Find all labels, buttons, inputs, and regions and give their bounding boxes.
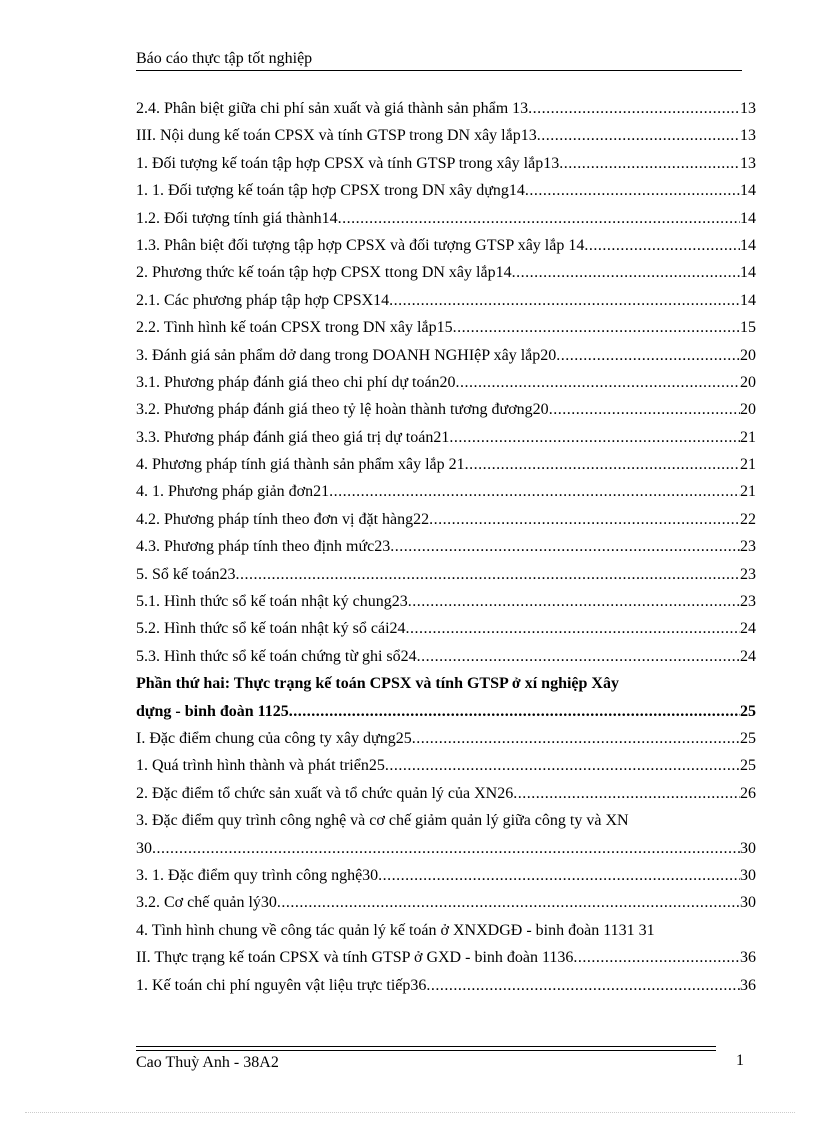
toc-entry-text: 4.3. Phương pháp tính theo định mức23 [136, 538, 391, 556]
toc-leader [152, 835, 740, 862]
toc-entry [136, 889, 756, 916]
toc-leader [512, 259, 740, 286]
toc-entry-text: I. Đặc điểm chung của công ty xây dựng25 [136, 729, 412, 747]
toc-entry-page: 14 [740, 182, 756, 200]
toc-leader [329, 478, 740, 505]
toc-entry [136, 342, 756, 369]
report-title: Báo cáo thực tập tốt nghiệp [136, 50, 313, 67]
toc-entry [136, 533, 756, 560]
toc-entry-page: 13 [740, 127, 756, 145]
header-divider [136, 70, 742, 71]
toc-entry-page: 36 [740, 976, 756, 994]
toc-entry [136, 314, 756, 341]
toc-entry-page: 14 [740, 209, 756, 227]
toc-entry-page: 23 [740, 565, 756, 583]
toc-entry-text: 5.3. Hình thức sổ kế toán chứng từ ghi sổ24 [136, 647, 417, 665]
toc-entry-text: 5. Sổ kế toán23 [136, 565, 236, 583]
toc-leader [465, 451, 740, 478]
toc-leader [528, 95, 740, 122]
toc-entry [136, 643, 756, 670]
toc-entry-text: 3. Đặc điểm quy trình công nghệ và cơ chế giảm quản lý giữa công ty và XN [136, 812, 629, 830]
toc-entry-page: 25 [740, 757, 756, 775]
toc-entry-text: 3.3. Phương pháp đánh giá theo giá trị dự toán21 [136, 428, 450, 446]
toc-entry [136, 752, 756, 779]
toc-entry-page: 26 [740, 784, 756, 802]
toc-entry-page: 23 [740, 538, 756, 556]
toc-entry-text: 1. Đối tượng kế toán tập hợp CPSX và tính GTSP trong xây lắp13 [136, 154, 560, 172]
toc-leader [537, 122, 740, 149]
toc-entry [136, 944, 756, 971]
toc-entry [136, 232, 756, 259]
toc-entry [136, 205, 756, 232]
toc-leader [573, 944, 740, 971]
toc-entry-page: 25 [740, 702, 756, 720]
toc-leader [584, 232, 740, 259]
toc-entry-page: 21 [740, 428, 756, 446]
toc-part-heading-line2: dựng - binh đoàn 1125 [136, 702, 289, 720]
toc-entry-page: 20 [740, 346, 756, 364]
toc-leader [378, 862, 740, 889]
toc-entry [136, 972, 756, 999]
toc-entry-page: 21 [740, 456, 756, 474]
toc-leader [513, 780, 740, 807]
toc-entry-text: 4. 1. Phương pháp giản đơn21 [136, 483, 330, 501]
toc-leader [525, 177, 740, 204]
page-edge-divider [25, 1112, 795, 1113]
toc-entry-page: 25 [740, 729, 756, 747]
toc-leader [338, 205, 740, 232]
toc-entry-page: 15 [740, 319, 756, 337]
toc-entry-text: 4. Tình hình chung về công tác quản lý kế toán ở XNXDGĐ - binh đoàn 1131 31 [136, 921, 655, 939]
toc-entry [136, 177, 756, 204]
toc-entry-text: 3.2. Cơ chế quản lý30 [136, 894, 277, 912]
toc-entry-text: 4.2. Phương pháp tính theo đơn vị đặt hàng22 [136, 510, 430, 528]
toc-entry [136, 862, 756, 889]
toc-entry [136, 424, 756, 451]
toc-entry-text: 2.4. Phân biệt giữa chi phí sản xuất và giá thành sản phẩm 13 [136, 100, 529, 117]
toc-entry-text: III. Nội dung kế toán CPSX và tính GTSP trong DN xây lắp13 [136, 127, 537, 145]
toc-entry [136, 478, 756, 505]
toc-entry-text: 5.1. Hình thức sổ kế toán nhật ký chung23 [136, 593, 408, 611]
toc-entry [136, 561, 756, 588]
toc-entry-page: 22 [740, 510, 756, 528]
toc-leader [289, 698, 740, 725]
toc-entry-page: 20 [740, 373, 756, 391]
toc-leader [429, 506, 740, 533]
toc-leader [449, 424, 740, 451]
toc-entry-wrapped-cont [136, 835, 756, 862]
toc-leader [408, 588, 740, 615]
toc-leader [549, 396, 740, 423]
toc-entry-text: 2. Phương thức kế toán tập hợp CPSX ttong DN xây lắp14 [136, 264, 512, 282]
toc-entry-text: 3. 1. Đặc điểm quy trình công nghệ30 [136, 866, 379, 884]
toc-leader [277, 889, 740, 916]
toc-entry-text: 2.1. Các phương pháp tập hợp CPSX14 [136, 291, 390, 309]
toc-entry-text: 1.2. Đối tượng tính giá thành14 [136, 209, 338, 227]
toc-entry [136, 287, 756, 314]
toc-part-heading-line1: Phần thứ hai: Thực trạng kế toán CPSX và tính GTSP ở xí nghiệp Xây [136, 675, 619, 693]
toc-entry [136, 588, 756, 615]
footer-author: Cao Thuỳ Anh - 38A2 [136, 1054, 279, 1071]
footer-divider [136, 1046, 716, 1047]
toc-entry-page: 14 [740, 264, 756, 282]
toc-entry-page: 24 [740, 620, 756, 638]
toc-entry-page: 30 [740, 894, 756, 912]
toc-entry-wrapped [136, 807, 756, 834]
toc-entry [136, 780, 756, 807]
toc-entry-text: 3.1. Phương pháp đánh giá theo chi phí dự toán20 [136, 373, 456, 391]
toc-entry-page: 20 [740, 401, 756, 419]
toc-entry [136, 150, 756, 177]
toc-entry-text: 3. Đánh giá sản phẩm dở dang trong DOANH NGHIệP xây lắp20 [136, 346, 557, 364]
toc-entry [136, 259, 756, 286]
toc-entry-page: 13 [740, 100, 756, 117]
toc-entry [136, 917, 756, 944]
toc-entry-page: 23 [740, 593, 756, 611]
toc-leader [412, 725, 740, 752]
toc-entry-page: 14 [740, 291, 756, 309]
toc-entry-text: 2. Đặc điểm tổ chức sản xuất và tổ chức quản lý của XN26 [136, 784, 514, 802]
toc-entry-text: 30 [136, 839, 152, 857]
toc-entry-text: 1. Quá trình hình thành và phát triển25 [136, 757, 385, 775]
toc-entry-page: 13 [740, 154, 756, 172]
toc-entry [136, 396, 756, 423]
toc-entry-text: 1.3. Phân biệt đối tượng tập hợp CPSX và đối tượng GTSP xây lắp 14 [136, 236, 585, 254]
toc-entry-page: 14 [740, 236, 756, 254]
toc-leader [417, 643, 740, 670]
toc-entry-text: 4. Phương pháp tính giá thành sản phẩm xây lắp 21 [136, 456, 465, 474]
toc-entry [136, 725, 756, 752]
toc-leader [389, 287, 740, 314]
toc-entry [136, 369, 756, 396]
toc-leader [385, 752, 740, 779]
toc-part-heading [136, 670, 756, 697]
toc-leader [453, 314, 740, 341]
toc-leader [559, 150, 740, 177]
toc-entry-text: 1. 1. Đối tượng kế toán tập hợp CPSX trong DN xây dựng14 [136, 182, 525, 200]
footer-divider [136, 1050, 716, 1051]
toc-leader [426, 972, 740, 999]
toc-entry-page: 30 [740, 866, 756, 884]
toc-entry [136, 122, 756, 149]
toc-entry-text: 5.2. Hình thức sổ kế toán nhật ký sổ cái24 [136, 620, 406, 638]
toc-entry-text: 2.2. Tình hình kế toán CPSX trong DN xây lắp15 [136, 319, 453, 337]
toc-entry-text: II. Thực trạng kế toán CPSX và tính GTSP ở GXD - binh đoàn 1136 [136, 949, 574, 967]
toc-entry [136, 451, 756, 478]
toc-entry-text: 3.2. Phương pháp đánh giá theo tỷ lệ hoàn thành tương đương20 [136, 401, 549, 419]
toc-leader [456, 369, 740, 396]
toc-entry-page: 24 [740, 647, 756, 665]
page-number: 1 [736, 1052, 744, 1069]
toc-entry [136, 95, 756, 122]
toc-entry-text: 1. Kế toán chi phí nguyên vật liệu trực tiếp36 [136, 976, 427, 994]
toc-entry-page: 21 [740, 483, 756, 501]
toc-entry [136, 506, 756, 533]
toc-entry-page: 30 [740, 839, 756, 857]
toc-leader [390, 533, 740, 560]
toc-entry [136, 615, 756, 642]
toc-leader [556, 342, 740, 369]
toc-leader [236, 561, 740, 588]
toc-entry-page: 36 [740, 949, 756, 967]
toc-part-heading-cont [136, 698, 756, 725]
toc-leader [406, 615, 740, 642]
table-of-contents [136, 95, 756, 999]
